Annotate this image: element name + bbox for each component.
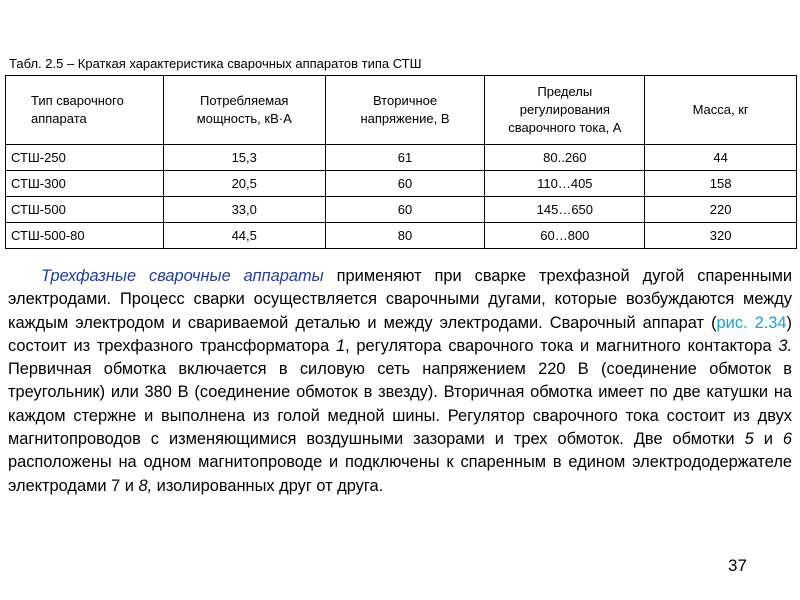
text-segment: и	[753, 430, 783, 449]
cell-current: 80..260	[485, 145, 645, 171]
cell-power: 33,0	[163, 197, 325, 223]
table-row	[6, 171, 797, 197]
cell-current: 145…650	[485, 197, 645, 223]
item-number: 8,	[138, 476, 153, 495]
header-line: аппарата	[31, 111, 87, 126]
text-segment: расположены на одном магнитопроводе и подключены к спаренным в едином электрододержателе электродами 7 и	[8, 453, 792, 495]
cell-type: СТШ-500	[6, 197, 164, 223]
header-line: мощность, кВ·А	[196, 111, 292, 126]
body-paragraph	[8, 265, 792, 498]
cell-current: 60…800	[485, 223, 645, 249]
header-voltage	[325, 76, 485, 145]
cell-type: СТШ-250	[6, 145, 164, 171]
text-segment: ) состоит из трехфазного трансформатора	[8, 313, 792, 355]
header-line: сварочного тока, А	[508, 120, 622, 135]
page-number: 37	[728, 556, 747, 575]
header-power	[163, 76, 325, 145]
cell-power: 15,3	[163, 145, 325, 171]
header-line: Тип сварочного	[31, 93, 124, 108]
item-number: 3.	[778, 336, 793, 355]
header-current-range	[485, 76, 645, 145]
header-type	[6, 76, 164, 145]
cell-power: 44,5	[163, 223, 325, 249]
header-line: Потребляемая	[199, 93, 289, 108]
figure-reference-link[interactable]: рис. 2.34	[716, 313, 787, 332]
item-number: 5	[744, 430, 754, 449]
cell-voltage: 60	[325, 171, 485, 197]
header-line: регулирования	[519, 102, 610, 117]
cell-mass: 44	[645, 145, 797, 171]
cell-power: 20,5	[163, 171, 325, 197]
table-row	[6, 223, 797, 249]
text-segment: изолированных друг от друга.	[152, 476, 384, 495]
cell-type: СТШ-500-80	[6, 223, 164, 249]
table-caption: Табл. 2.5 – Краткая характеристика сварочных аппаратов типа СТШ	[9, 56, 422, 71]
item-number: 1	[336, 336, 346, 355]
item-number: 6	[782, 430, 792, 449]
header-line: Масса, кг	[692, 102, 749, 117]
cell-mass: 158	[645, 171, 797, 197]
cell-voltage: 80	[325, 223, 485, 249]
cell-mass: 320	[645, 223, 797, 249]
term-highlight: Трехфазные сварочные аппараты	[41, 267, 324, 285]
table-row	[6, 197, 797, 223]
header-line: Пределы	[537, 84, 593, 99]
table-header-row	[6, 76, 797, 145]
cell-mass: 220	[645, 197, 797, 223]
text-segment: Первичная обмотка включается в силовую сеть напряжением 220 В (соединение обмоток в треугольник) или 380 В (соединение обмоток в звезду). Вторичная обмотка имеет по две катушки на каждом стержне и выполнена из голой медной шины. Регулятор сварочного тока состоит из двух магнитопроводов с изменяющимися воздушными зазорами и трех обмоток. Две обмотки	[8, 360, 792, 449]
cell-voltage: 60	[325, 197, 485, 223]
table-row	[6, 145, 797, 171]
text-segment: , регулятора сварочного тока и магнитного контактора	[345, 336, 779, 355]
welding-table	[5, 75, 797, 249]
cell-type: СТШ-300	[6, 171, 164, 197]
cell-voltage: 61	[325, 145, 485, 171]
header-mass	[645, 76, 797, 145]
header-line: напряжение, В	[360, 111, 450, 126]
header-line: Вторичное	[372, 93, 438, 108]
cell-current: 110…405	[485, 171, 645, 197]
text-segment: применяют при сварке трехфазной дугой спаренными электродами. Процесс сварки осуществляется сварочными дугами, которые возбуждаются между каждым электродом и свариваемой деталью и между электродами. Сварочный аппарат (	[8, 267, 792, 332]
